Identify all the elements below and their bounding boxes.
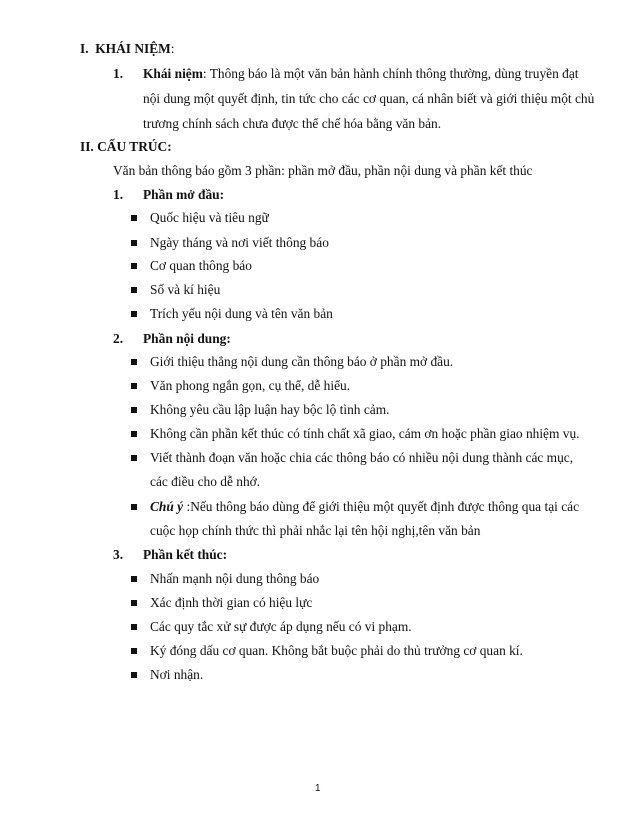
note-text-1: :Nếu thông báo dùng để giới thiệu một quyết định được thông qua tại các xyxy=(183,499,580,514)
list-item: Ngày tháng và nơi viết thông báo xyxy=(150,235,329,250)
bullet-square-icon xyxy=(131,383,137,389)
list-item: Viết thành đoạn văn hoặc chia các thông báo có nhiều nội dung thành các mục, xyxy=(150,450,574,465)
bullet-square-icon xyxy=(131,672,137,678)
section-2-numeral: II. xyxy=(80,139,94,154)
list-item: Số và kí hiệu xyxy=(150,282,221,297)
note-line-2: cuộc họp chính thức thì phải nhắc lại tên hội nghị,tên văn bản xyxy=(150,523,481,538)
section-2-heading xyxy=(80,138,172,156)
definition-line-1 xyxy=(113,65,579,83)
list-item: Nhấn mạnh nội dung thông báo xyxy=(150,571,320,586)
bullet-square-icon xyxy=(131,215,137,221)
note-label: Chú ý xyxy=(150,499,184,514)
part-1-title: Phần mở đầu: xyxy=(143,187,225,202)
list-item: Trích yếu nội dung và tên văn bản xyxy=(150,306,333,321)
section-2-title: CẤU TRÚC: xyxy=(97,139,172,154)
definition-number: 1. xyxy=(113,66,124,81)
bullet-square-icon xyxy=(131,576,137,582)
definition-line-3: trương chính sách chưa được thể chế hóa bằng văn bản. xyxy=(143,116,442,131)
definition-term: Khái niệm xyxy=(143,66,203,81)
list-item: Xác định thời gian có hiệu lực xyxy=(150,595,313,610)
list-item: Cơ quan thông báo xyxy=(150,258,252,273)
bullet-square-icon xyxy=(131,455,137,461)
list-item: Không cần phần kết thúc có tính chất xã giao, cám ơn hoặc phần giao nhiệm vụ. xyxy=(150,426,580,441)
part-3-heading xyxy=(113,546,227,564)
part-2-number: 2. xyxy=(113,331,124,346)
part-1-heading xyxy=(113,186,224,204)
list-item: Giới thiệu thẳng nội dung cần thông báo ở phần mở đầu. xyxy=(150,354,454,369)
definition-line-2: nội dung một quyết định, tin tức cho các cơ quan, cá nhân biết và giới thiệu một chủ xyxy=(143,91,595,106)
bullet-square-icon xyxy=(131,504,137,510)
list-item-continuation: các điều cho dễ nhớ. xyxy=(150,474,261,489)
bullet-square-icon xyxy=(131,648,137,654)
section-1-heading xyxy=(80,40,175,58)
bullet-square-icon xyxy=(131,240,137,246)
list-item: Các quy tắc xử sự được áp dụng nếu có vi phạm. xyxy=(150,619,412,634)
page-number: 1 xyxy=(315,783,321,794)
part-1-number: 1. xyxy=(113,187,124,202)
part-2-heading xyxy=(113,330,231,348)
section-1-title-colon: : xyxy=(170,41,175,56)
part-3-title: Phần kết thúc: xyxy=(143,547,228,562)
bullet-square-icon xyxy=(131,311,137,317)
bullet-square-icon xyxy=(131,600,137,606)
bullet-square-icon xyxy=(131,624,137,630)
note-line-1 xyxy=(150,498,579,516)
list-item: Quốc hiệu và tiêu ngữ xyxy=(150,210,269,225)
section-1-title: KHÁI NIỆM xyxy=(95,41,171,56)
section-1-numeral: I. xyxy=(80,41,89,56)
list-item: Nơi nhận. xyxy=(150,667,204,682)
list-item: Ký đóng dấu cơ quan. Không bắt buộc phải do thủ trưởng cơ quan kí. xyxy=(150,643,523,658)
part-3-number: 3. xyxy=(113,547,124,562)
list-item: Văn phong ngắn gọn, cụ thể, dễ hiểu. xyxy=(150,378,351,393)
structure-intro: Văn bản thông báo gồm 3 phần: phần mở đầu, phần nội dung và phần kết thúc xyxy=(113,163,533,178)
bullet-square-icon xyxy=(131,287,137,293)
part-2-title: Phần nội dung: xyxy=(143,331,231,346)
definition-text-1: : Thông báo là một văn bản hành chính thông thường, dùng truyền đạt xyxy=(202,66,579,81)
bullet-square-icon xyxy=(131,431,137,437)
list-item: Không yêu cầu lập luận hay bộc lộ tình cảm. xyxy=(150,402,390,417)
bullet-square-icon xyxy=(131,263,137,269)
bullet-square-icon xyxy=(131,359,137,365)
bullet-square-icon xyxy=(131,407,137,413)
